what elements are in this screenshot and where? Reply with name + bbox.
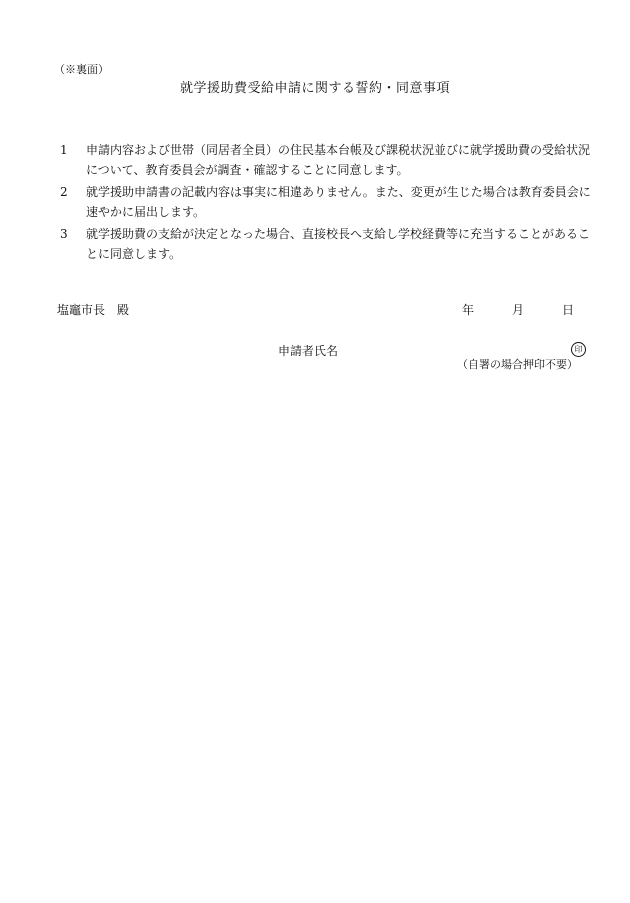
pledge-item-2 [56, 182, 596, 222]
pledge-item-number: 1 [60, 143, 68, 157]
pledge-item-text: 就学援助申請書の記載内容は事実に相違ありません。また、変更が生じた場合は教育委員会に速やかに届出します。 [86, 185, 591, 219]
pledge-item-number: 3 [60, 227, 68, 241]
reverse-side-note: （※裏面） [54, 63, 109, 76]
pledge-list [56, 140, 596, 266]
seal-note: （自署の場合押印不要） [457, 358, 578, 371]
date-year-label: 年 [462, 303, 475, 317]
date-day-label: 日 [562, 303, 575, 317]
pledge-item-text: 就学援助費の支給が決定となった場合、直接校長へ支給し学校経費等に充当することがあることに同意します。 [86, 227, 591, 261]
addressee: 塩竈市長 殿 [57, 303, 130, 317]
seal-icon: 印 [571, 342, 586, 357]
pledge-item-3 [56, 224, 596, 264]
applicant-name-label: 申請者氏名 [278, 344, 339, 358]
page-title: 就学援助費受給申請に関する誓約・同意事項 [179, 81, 450, 96]
date-field [462, 302, 582, 318]
pledge-item-text: 申請内容および世帯（同居者全員）の住民基本台帳及び課税状況並びに就学援助費の受給状況について、教育委員会が調査・確認することに同意します。 [86, 143, 591, 177]
pledge-item-number: 2 [60, 185, 68, 199]
date-month-label: 月 [512, 303, 525, 317]
pledge-item-1 [56, 140, 596, 180]
